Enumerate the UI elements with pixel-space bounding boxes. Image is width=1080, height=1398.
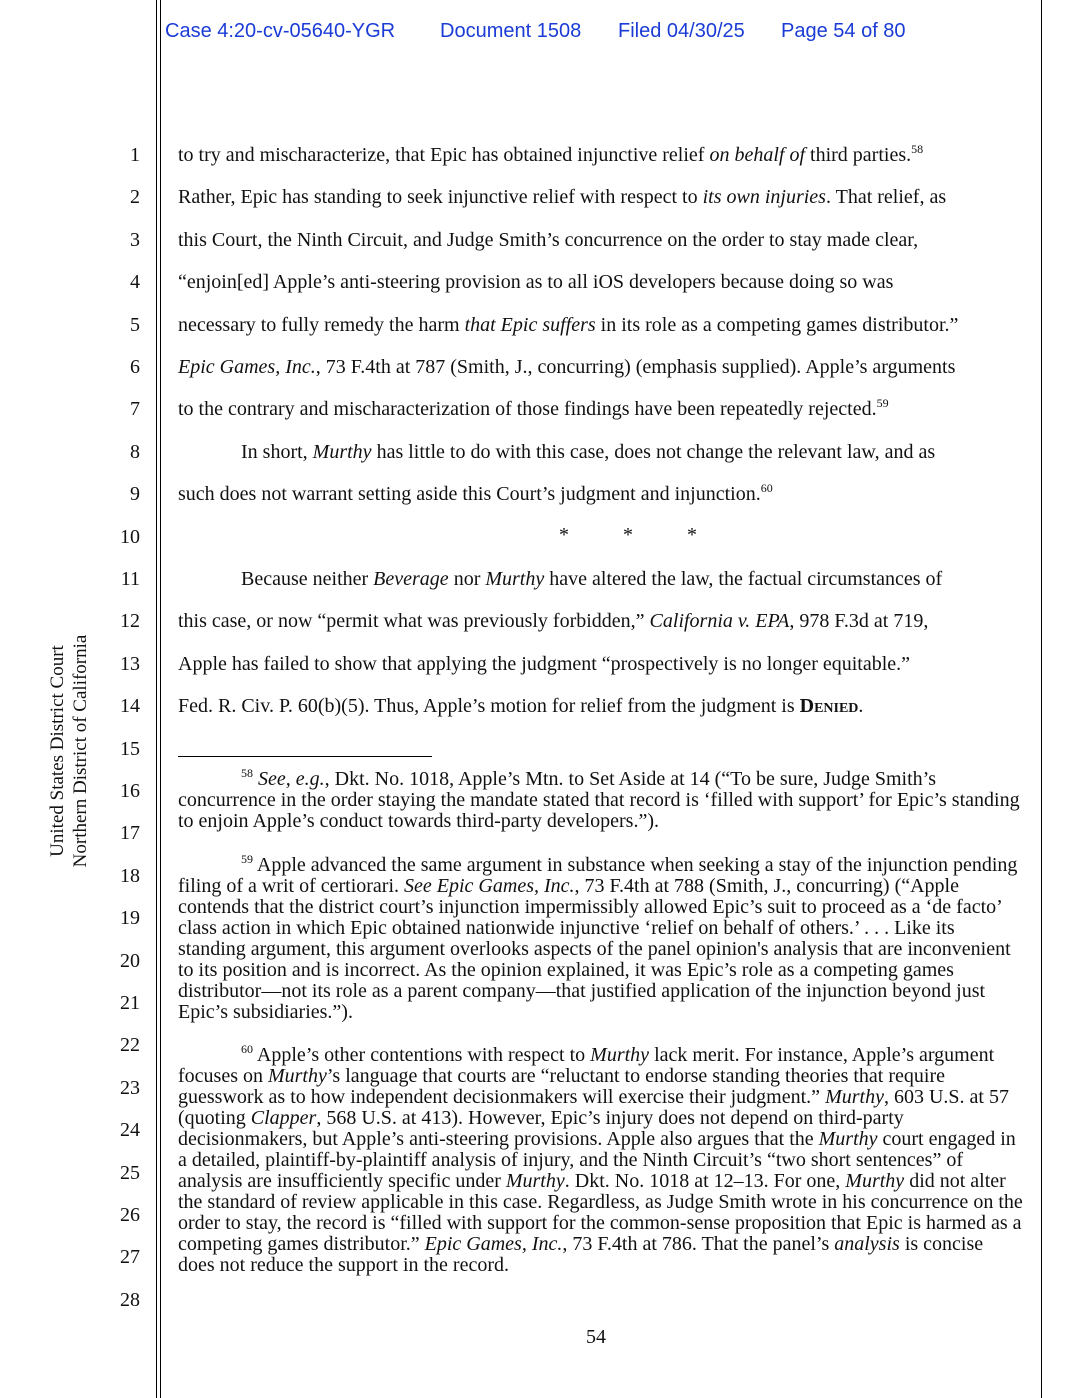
footnote-separator [178, 756, 432, 757]
line-number: 17 [120, 822, 140, 844]
body-line-9: such does not warrant setting aside this Court’s judgment and injunction.$^{60}$ [178, 481, 773, 505]
footnote-58: $^{58}$ See, e.g., Dkt. No. 1018, Apple’s Mtn. to Set Aside at 14 (“To be sure, Judge Smith’s concurrence in the order staying the mandate stated that record is ‘filled with support’ for Epic’s standing to enjoin Apple’s conduct towards third-party developers.”). [178, 766, 1020, 832]
body-line-11: Because neither Beverage nor Murthy have altered the law, the factual circumstances of [241, 568, 943, 590]
body-line-13: Apple has failed to show that applying the judgment “prospectively is no longer equitable.” [178, 653, 911, 675]
line-number: 25 [120, 1162, 140, 1184]
line-number: 2 [130, 186, 140, 208]
body-line-1: to try and mischaracterize, that Epic has obtained injunctive relief on behalf of third parties.$^{58}$ [178, 142, 924, 166]
body-line-5: necessary to fully remedy the harm that Epic suffers in its role as a competing games distributor.” [178, 314, 959, 336]
line-number: 20 [120, 950, 140, 972]
header-document-number: Document 1508 [440, 20, 582, 42]
body-line-4: “enjoin[ed] Apple’s anti-steering provision as to all iOS developers because doing so was [178, 271, 894, 293]
line-number: 27 [120, 1246, 140, 1268]
section-break-star: * [687, 524, 697, 546]
line-number: 10 [120, 526, 140, 548]
body-line-3: this Court, the Ninth Circuit, and Judge Smith’s concurrence on the order to stay made clear, [178, 229, 919, 251]
court-sidebar [46, 620, 91, 882]
header-filed-date: Filed 04/30/25 [618, 20, 745, 42]
body-line-6: Epic Games, Inc., 73 F.4th at 787 (Smith, J., concurring) (emphasis supplied). Apple’s arguments [178, 356, 956, 378]
footnote-59: $^{59}$ Apple advanced the same argument in substance when seeking a stay of the injunction pending filing of a writ of certiorari. See Epic Games, Inc., 73 F.4th at 788 (Smith, J., concurring) (“Apple contends that the district court’s injunction impermissibly allowed Epic’s suit to proceed as a ‘de facto’ class action in which Epic obtained nationwide injunctive ‘relief on behalf of others.’ . . . Like its standing argument, this argument overlooks aspects of the panel opinion's analysis that are inconvenient to its position and is incorrect. As the opinion explained, it was Epic’s role as a competing games distributor—not its role as a parent company—that justified application of the injunction beyond just Epic’s subsidiaries.”). [178, 852, 1018, 1023]
margin-rule-right [1041, 0, 1042, 1398]
section-break-star: * [623, 524, 633, 546]
footnote-60: $^{60}$ Apple’s other contentions with respect to Murthy lack merit. For instance, Apple’s argument focuses on Murthy’s language that courts are “reluctant to endorse standing theories that require guesswork as to how independent decisionmakers will exercise their judgment.” Murthy, 603 U.S. at 57 (quoting Clapper, 568 U.S. at 413). However, Epic’s injury does not depend on third-party decisionmakers, but Apple’s anti-steering provisions. Apple also argues that the Murthy court engaged in a detailed, plaintiff-by-plaintiff analysis of injury, and the Ninth Circuit’s “two short sentences” of analysis are insufficiently specific under Murthy. Dkt. No. 1018 at 12–13. For one, Murthy did not alter the standard of review applicable in this case. Regardless, as Judge Smith wrote in his concurrence on the order to stay, the record is “filled with support for the common-sense proposition that Epic is harmed as a competing games distributor.” Epic Games, Inc., 73 F.4th at 786. That the panel’s analysis is concise does not reduce the support in the record. [178, 1042, 1023, 1276]
margin-rule-left-2 [160, 0, 161, 1398]
line-number: 24 [120, 1119, 140, 1141]
section-break-star: * [559, 524, 569, 546]
header-page-count: Page 54 of 80 [781, 20, 906, 42]
line-number: 3 [130, 229, 140, 251]
line-number: 28 [120, 1289, 140, 1311]
body-line-2: Rather, Epic has standing to seek injunctive relief with respect to its own injuries. That relief, as [178, 186, 947, 208]
line-number: 18 [120, 865, 140, 887]
line-number: 16 [120, 780, 140, 802]
header-case-number: Case 4:20-cv-05640-YGR [165, 20, 396, 42]
line-number: 5 [130, 314, 140, 336]
sidebar-district-name: Northern District of California [70, 634, 91, 868]
line-number: 26 [120, 1204, 140, 1226]
line-number: 4 [130, 271, 140, 293]
margin-rule-left-1 [156, 0, 157, 1398]
body-line-8: In short, Murthy has little to do with this case, does not change the relevant law, and as [241, 441, 936, 463]
line-number: 14 [120, 695, 140, 717]
line-number: 13 [120, 653, 140, 675]
document-header [165, 18, 1045, 48]
line-number: 1 [130, 144, 140, 166]
line-number: 22 [120, 1034, 140, 1056]
line-number: 8 [130, 441, 140, 463]
line-number: 6 [130, 356, 140, 378]
body-line-7: to the contrary and mischaracterization of those findings have been repeatedly rejected.$^{59}$ [178, 396, 889, 420]
line-number: 9 [130, 483, 140, 505]
sidebar-court-name: United States District Court [47, 645, 68, 857]
page-number: 54 [586, 1326, 606, 1348]
line-number: 11 [120, 568, 140, 590]
body-line-14: Fed. R. Civ. P. 60(b)(5). Thus, Apple’s motion for relief from the judgment is Denied. [178, 695, 864, 717]
line-number: 7 [130, 398, 140, 420]
line-number: 23 [120, 1077, 140, 1099]
line-number: 19 [120, 907, 140, 929]
line-number: 21 [120, 992, 140, 1014]
line-number: 15 [120, 738, 140, 760]
body-line-12: this case, or now “permit what was previously forbidden,” California v. EPA, 978 F.3d at 719, [178, 610, 929, 632]
line-number: 12 [120, 610, 140, 632]
